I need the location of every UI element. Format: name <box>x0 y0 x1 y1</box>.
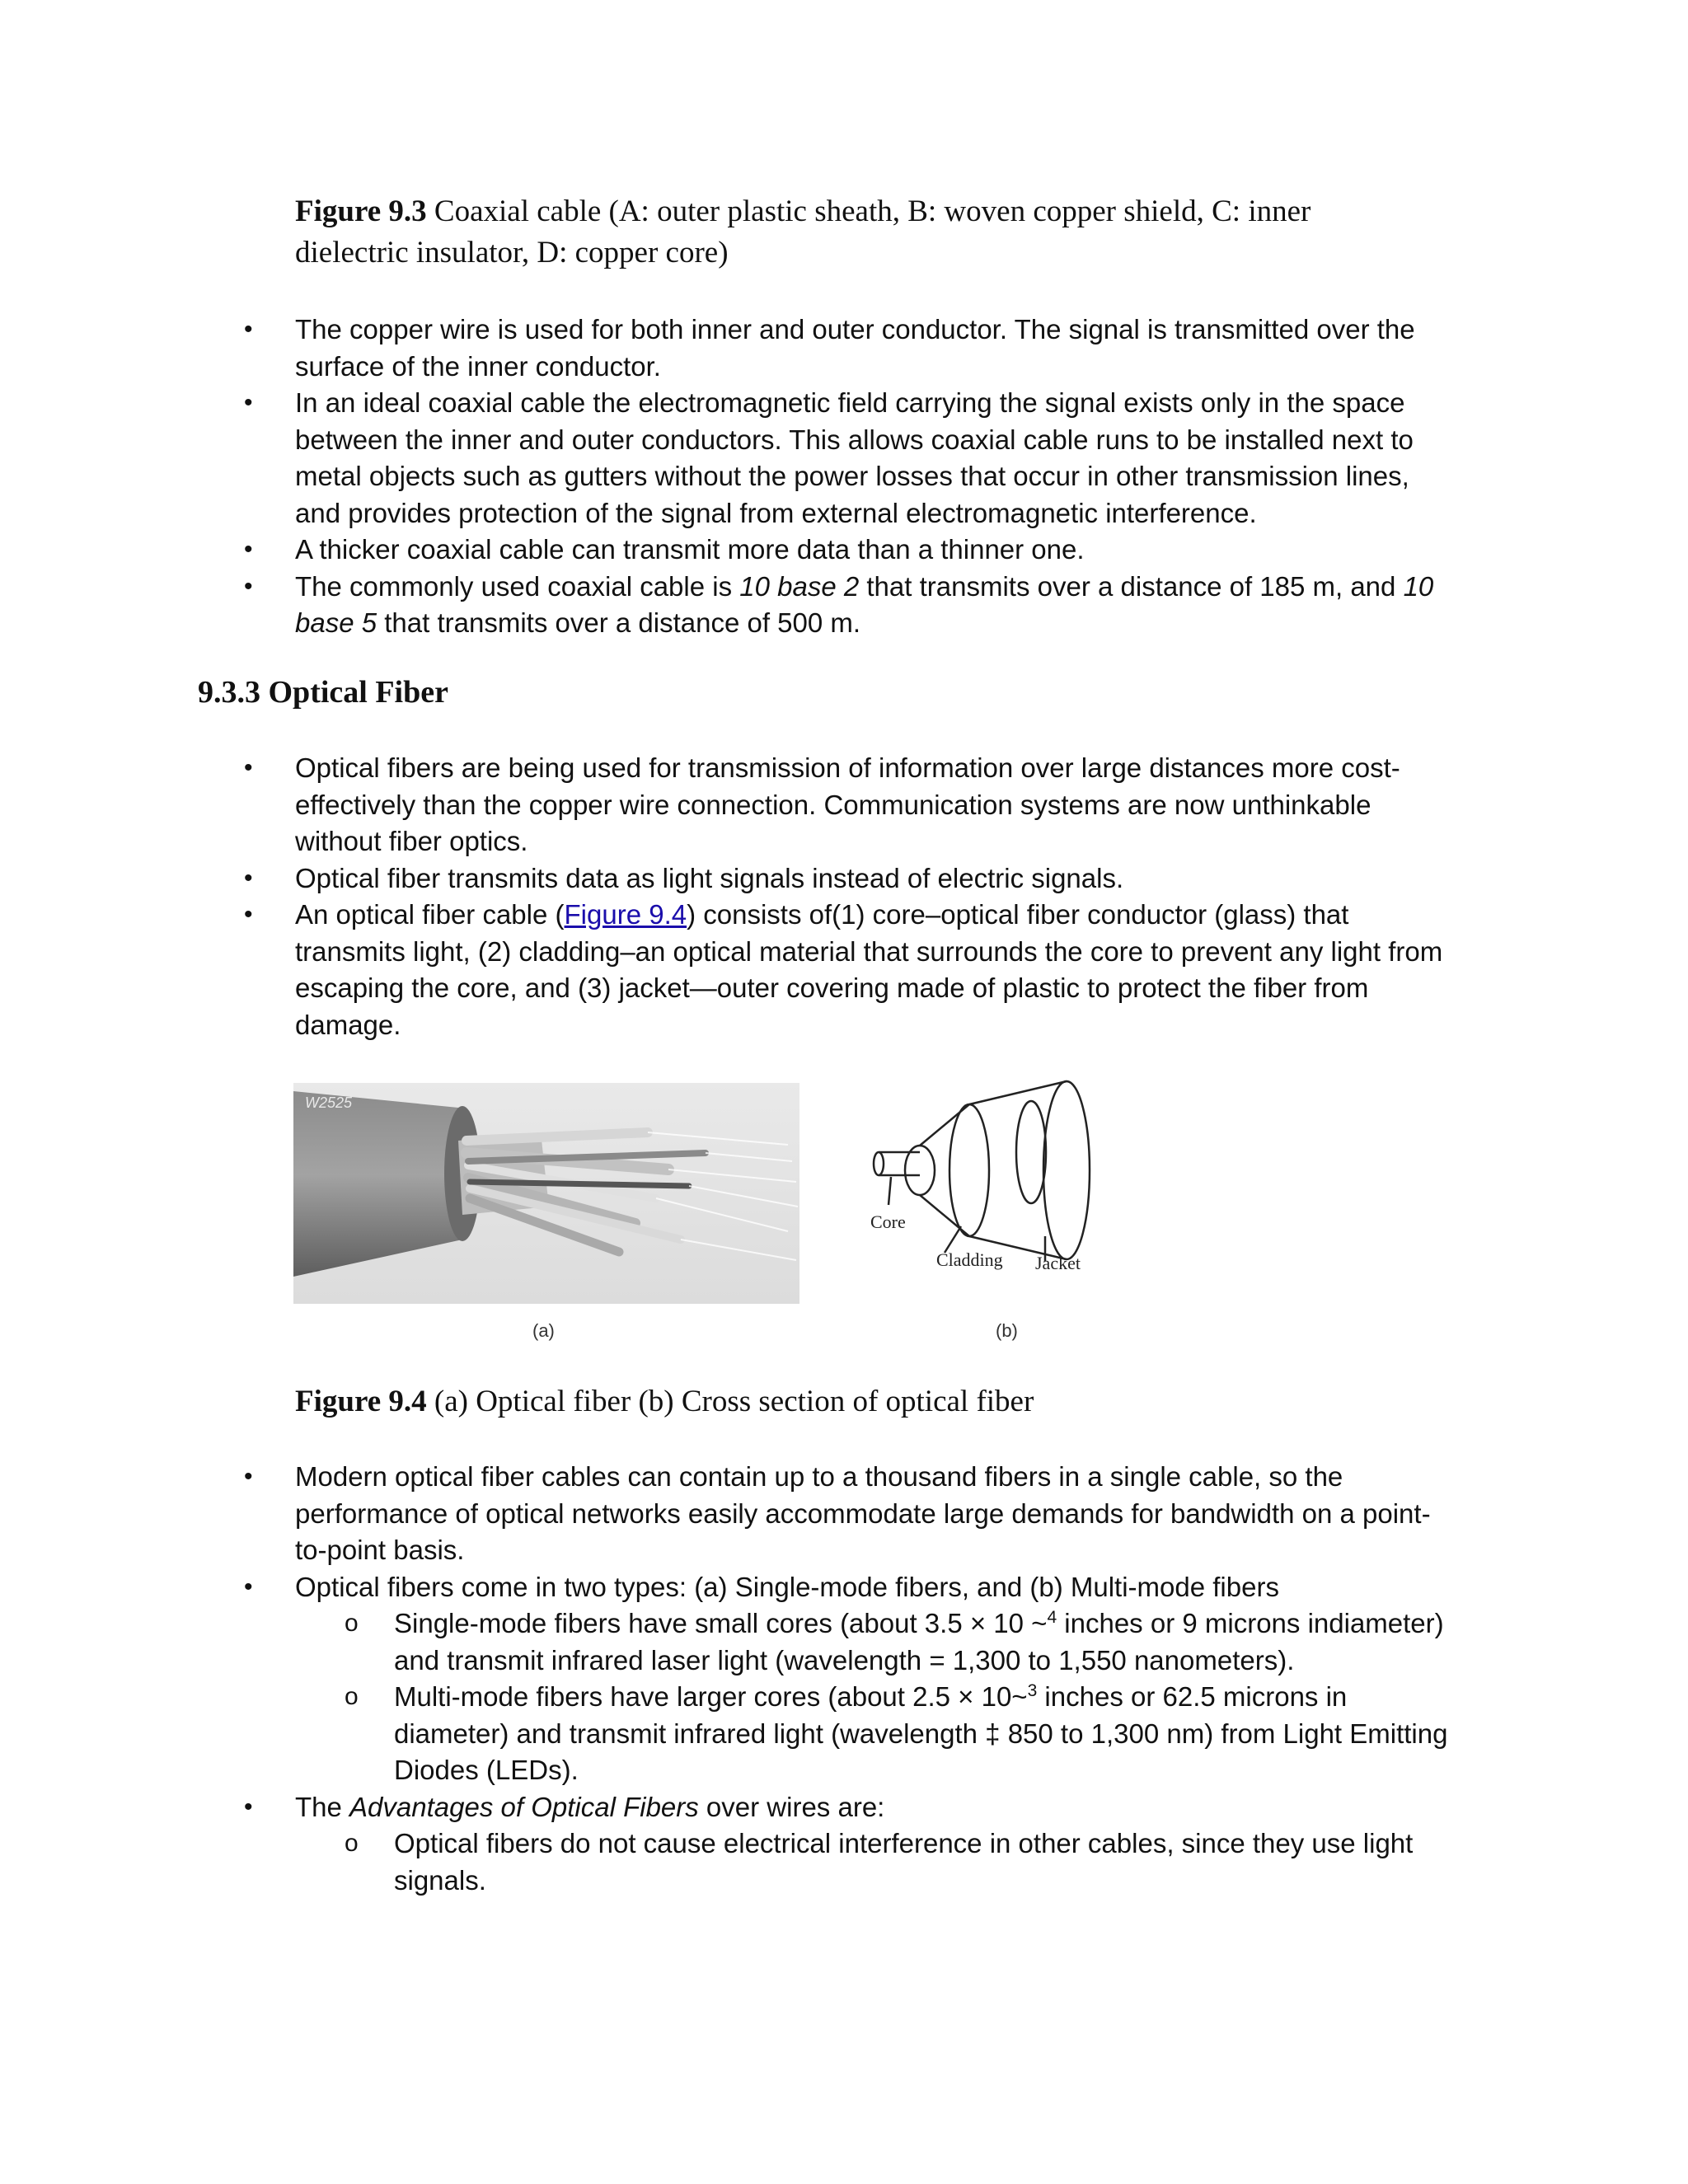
figure-label-a: (a) <box>532 1320 555 1341</box>
list-item: • The copper wire is used for both inner and outer conductor. The signal is transmitted over the surface of the inner conductor. <box>244 314 1415 382</box>
photo-stamp: W2525 <box>305 1094 353 1111</box>
list-item: • Optical fibers are being used for transmission of information over large distances more cost-effectively than the copper wire connection. Communication systems are now unthinkable without fiber optics. <box>244 752 1400 856</box>
bullet-text: Optical fiber transmits data as light signals instead of electric signals. <box>295 862 1124 893</box>
label-jacket: Jacket <box>1035 1253 1081 1273</box>
figure-9-4-link[interactable]: Figure 9.4 <box>564 899 687 930</box>
bullet-text: The copper wire is used for both inner and outer conductor. The signal is transmitted over the surface of the inner conductor. <box>295 314 1415 382</box>
cross-section-diagram <box>870 1080 1142 1310</box>
coax-bullet-list <box>0 312 1688 642</box>
optical-fiber-cable-illustration <box>293 1083 799 1304</box>
figure-9-4-caption <box>295 1381 1034 1422</box>
list-item: • The Advantages of Optical Fibers over wires are: o Optical fibers do not cause electrical interference in other cables, since they use light signals. <box>0 1789 1688 1900</box>
bullet-text: A thicker coaxial cable can transmit more data than a thinner one. <box>295 534 1085 565</box>
figure-label-b: (b) <box>996 1320 1018 1341</box>
bullet-text: Modern optical fiber cables can contain up to a thousand fibers in a single cable, so the performance of optical networks easily accommodate large demands for bandwidth on a point-to-point basis. <box>295 1461 1431 1565</box>
list-item: • In an ideal coaxial cable the electromagnetic field carrying the signal exists only in the space between the inner and outer conductors. This allows coaxial cable runs to be installed next to metal objects such as gutters without the power losses that occur in other transmission lines, and provides protection of the signal from external electromagnetic interference. <box>244 387 1414 528</box>
list-item: • Modern optical fiber cables can contain up to a thousand fibers in a single cable, so the performance of optical networks easily accommodate large demands for bandwidth on a point-to-point basis. <box>244 1461 1431 1565</box>
bullet-text: Optical fibers come in two types: (a) Single-mode fibers, and (b) Multi-mode fibers <box>295 1571 1279 1602</box>
section-heading: 9.3.3 Optical Fiber <box>198 675 448 710</box>
fiber-types-sublist <box>295 1605 1457 1789</box>
advantages-term: Advantages of Optical Fibers <box>349 1791 699 1822</box>
figure-9-3-text-line1: Coaxial cable (A: outer plastic sheath, B: woven copper shield, C: inner <box>434 194 1311 228</box>
list-item: • Optical fibers come in two types: (a) Single-mode fibers, and (b) Multi-mode fibers o Single-mode fibers have small cores (about 3.5 × 10 ~$^4$ inches or 9 microns indiameter) and transmit infrared laser light (wavelength = 1,300 to 1,550 nanometers). o Multi-mode fibers have larger cores (about 2.5 × 10~$^3$ inches or 62.5 microns in diameter) and transmit infrared light (wavelength ‡ 850 to 1,300 nm) from Light Emitting Diodes (LEDs). <box>0 1569 1688 1789</box>
optical-fiber-photo <box>293 1083 799 1304</box>
figure-9-4-text: (a) Optical fiber (b) Cross section of optical fiber <box>434 1385 1034 1418</box>
figure-9-4 <box>293 1080 1142 1360</box>
figure-9-3-text-line2: dielectric insulator, D: copper core) <box>295 236 729 269</box>
term-10base2: 10 base 2 <box>739 570 860 602</box>
figure-9-3-label: Figure 9.3 <box>295 194 427 228</box>
label-core: Core <box>870 1212 906 1232</box>
list-item: • An optical fiber cable (Figure 9.4) consists of(1) core–optical fiber conductor (glass) that transmits light, (2) cladding–an optical material that surrounds the core to prevent any light from escaping the core, and (3) jacket—outer covering made of plastic to protect the fiber from damage. <box>244 899 1443 1040</box>
bullet-text: In an ideal coaxial cable the electromagnetic field carrying the signal exists only in the space between the inner and outer conductors. This allows coaxial cable runs to be installed next to metal objects such as gutters without the power losses that occur in other transmission lines, and provides protection of the signal from external electromagnetic interference. <box>295 387 1414 528</box>
list-item: o Optical fibers do not cause electrical interference in other cables, since they use light signals. <box>345 1828 1414 1896</box>
figure-9-3-caption <box>295 191 1311 274</box>
list-item: • Optical fiber transmits data as light signals instead of electric signals. <box>244 862 1124 893</box>
fiber-bullet-list <box>0 750 1688 1043</box>
figure-9-4-label: Figure 9.4 <box>295 1385 427 1418</box>
list-item: o Multi-mode fibers have larger cores (about 2.5 × 10~$^3$ inches or 62.5 microns in diameter) and transmit infrared light (wavelength ‡ 850 to 1,300 nm) from Light Emitting Diodes (LEDs). <box>345 1681 1448 1785</box>
term-10base5: 10 base 5 <box>295 570 1434 638</box>
list-item: • The commonly used coaxial cable is 10 base 2 that transmits over a distance of 185 m, and 10 base 5 that transmits over a distance of 500 m. <box>244 570 1434 638</box>
advantages-sublist <box>295 1825 1457 1899</box>
list-item: • A thicker coaxial cable can transmit more data than a thinner one. <box>244 534 1085 565</box>
label-cladding: Cladding <box>936 1249 1003 1270</box>
list-item: o Single-mode fibers have small cores (about 3.5 × 10 ~$^4$ inches or 9 microns indiameter) and transmit infrared laser light (wavelength = 1,300 to 1,550 nanometers). <box>345 1608 1444 1675</box>
bullet-text: Optical fibers are being used for transmission of information over large distances more cost-effectively than the copper wire connection. Communication systems are now unthinkable without fiber optics. <box>295 752 1400 856</box>
fiber-types-bullet-list <box>0 1459 1688 1899</box>
